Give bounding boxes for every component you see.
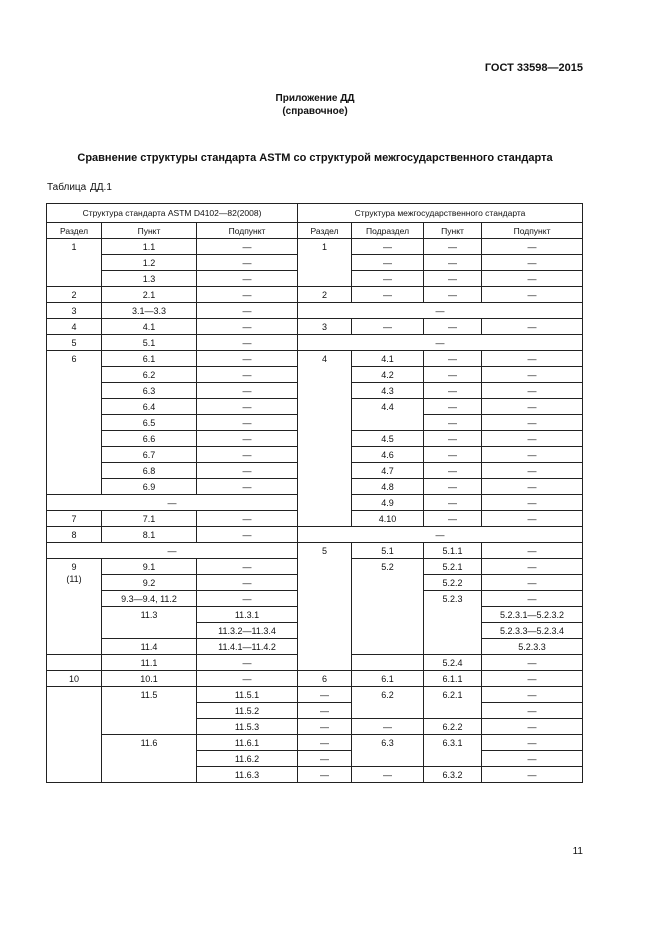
table-cell: — [482, 287, 583, 303]
table-cell: — [197, 463, 298, 479]
table-cell: — [482, 559, 583, 575]
table-cell: 4.9 [352, 495, 424, 511]
table-cell: — [482, 383, 583, 399]
col-header-razdel: Раздел [47, 223, 102, 239]
table-cell: — [424, 351, 482, 367]
table-cell: — [482, 719, 583, 735]
table-group-header [47, 204, 583, 223]
col-header-punkt: Пункт [102, 223, 197, 239]
table-cell: — [197, 591, 298, 607]
table-cell: 11.6.1 [197, 735, 298, 751]
table-cell: 11.1 [102, 655, 197, 671]
table-cell: 10 [47, 671, 102, 687]
table-cell: 6.1 [352, 671, 424, 687]
table-cell: — [482, 447, 583, 463]
table-cell: — [424, 399, 482, 415]
table-cell: 4.5 [352, 431, 424, 447]
table-cell: 6.3 [352, 735, 424, 767]
table-cell [352, 655, 424, 671]
table-cell: — [298, 735, 352, 751]
table-cell: — [197, 431, 298, 447]
group-header-interstate: Структура межгосударственного стандарта [298, 204, 583, 223]
table-row [47, 735, 583, 751]
table-cell: 10.1 [102, 671, 197, 687]
table-cell: 1.2 [102, 255, 197, 271]
table-cell: — [352, 271, 424, 287]
table-cell: — [197, 511, 298, 527]
col-header-punkt2: Пункт [424, 223, 482, 239]
table-cell: 9.1 [102, 559, 197, 575]
table-cell: 5.2.3.3 [482, 639, 583, 655]
table-cell: — [352, 255, 424, 271]
table-cell: — [424, 239, 482, 255]
table-cell: 4.8 [352, 479, 424, 495]
table-cell: 8 [47, 527, 102, 543]
table-cell: — [424, 511, 482, 527]
table-cell: 4.10 [352, 511, 424, 527]
table-cell: — [197, 655, 298, 671]
table-cell: — [482, 239, 583, 255]
table-cell: — [482, 655, 583, 671]
table-cell: 6.3.1 [424, 735, 482, 767]
table-cell: — [197, 399, 298, 415]
table-cell: — [424, 431, 482, 447]
table-cell: — [424, 255, 482, 271]
table-cell: 11.3.1 [197, 607, 298, 623]
col-header-podrazdel: Подраздел [352, 223, 424, 239]
table-cell: 11.4.1—11.4.2 [197, 639, 298, 655]
table-cell [47, 687, 102, 783]
table-cell: — [298, 703, 352, 719]
table-cell: — [197, 255, 298, 271]
table-cell: — [482, 495, 583, 511]
table-cell: — [197, 287, 298, 303]
table-cell: 6.2 [102, 367, 197, 383]
table-cell: 5.2.3 [424, 591, 482, 655]
table-cell: — [482, 255, 583, 271]
table-cell: — [197, 239, 298, 255]
table-row [47, 287, 583, 303]
table-row [47, 351, 583, 367]
table-cell: 4.6 [352, 447, 424, 463]
table-cell: — [482, 415, 583, 431]
table-cell: — [197, 575, 298, 591]
table-cell: — [197, 303, 298, 319]
table-cell: 4.4 [352, 399, 424, 431]
table-cell: 7 [47, 511, 102, 527]
table-cell: — [298, 751, 352, 767]
table-cell: 5.2.3.3—5.2.3.4 [482, 623, 583, 639]
table-cell: 11.5 [102, 687, 197, 735]
table-cell: 6.2.1 [424, 687, 482, 719]
table-cell: — [424, 447, 482, 463]
table-cell: 9.2 [102, 575, 197, 591]
table-cell: 3 [298, 319, 352, 335]
table-cell: — [424, 415, 482, 431]
table-cell: 5.1 [102, 335, 197, 351]
table-cell: 11.3 [102, 607, 197, 639]
table-cell: — [298, 687, 352, 703]
table-cell: 6.1 [102, 351, 197, 367]
table-cell: — [47, 543, 298, 559]
table-cell: 3 [47, 303, 102, 319]
table-cell: — [482, 671, 583, 687]
table-cell: 2 [47, 287, 102, 303]
table-cell: — [298, 767, 352, 783]
table-row [47, 671, 583, 687]
annex-note: (справочное) [282, 106, 348, 117]
table-cell: — [197, 447, 298, 463]
table-cell: 6.6 [102, 431, 197, 447]
table-cell: — [352, 719, 424, 735]
table-cell [47, 655, 102, 671]
table-cell: — [197, 527, 298, 543]
table-cell: 6.9 [102, 479, 197, 495]
table-cell: 1.1 [102, 239, 197, 255]
table-cell: — [482, 351, 583, 367]
table-cell: — [482, 271, 583, 287]
section-11: (11) [66, 574, 82, 584]
table-cell: — [482, 591, 583, 607]
table-cell: — [424, 367, 482, 383]
table-cell: — [352, 767, 424, 783]
table-cell: 6.1.1 [424, 671, 482, 687]
table-cell: — [424, 383, 482, 399]
table-cell: — [197, 671, 298, 687]
table-cell: — [424, 271, 482, 287]
table-cell: — [482, 367, 583, 383]
table-cell: 6 [47, 351, 102, 495]
table-cell: 8.1 [102, 527, 197, 543]
annex-title: Приложение ДД [275, 93, 355, 104]
table-row [47, 335, 583, 351]
table-cell: — [352, 287, 424, 303]
table-cell: 6.3.2 [424, 767, 482, 783]
table-cell: 2.1 [102, 287, 197, 303]
table-cell: — [482, 319, 583, 335]
table-cell: 6.2 [352, 687, 424, 719]
table-cell: — [482, 543, 583, 559]
table-cell: 6.7 [102, 447, 197, 463]
table-cell: 6.8 [102, 463, 197, 479]
table-cell: 5.2.4 [424, 655, 482, 671]
table-cell: 4.1 [352, 351, 424, 367]
table-cell: — [482, 463, 583, 479]
table-row [47, 543, 583, 559]
table-cell: 1 [47, 239, 102, 287]
col-header-podpunkt2: Подпункт [482, 223, 583, 239]
table-row [47, 687, 583, 703]
table-cell: 4.1 [102, 319, 197, 335]
table-column-header [47, 223, 583, 239]
table-cell: 2 [298, 287, 352, 303]
table-cell: — [197, 271, 298, 287]
table-cell: — [482, 399, 583, 415]
table-cell: 6 [298, 671, 352, 687]
table-cell: — [482, 767, 583, 783]
table-cell: — [298, 527, 583, 543]
table-cell: 5.1.1 [424, 543, 482, 559]
table-cell: — [298, 303, 583, 319]
table-cell: — [197, 367, 298, 383]
table-cell: — [352, 319, 424, 335]
table-cell: 11.4 [102, 639, 197, 655]
col-header-podpunkt: Подпункт [197, 223, 298, 239]
table-cell: 11.6.2 [197, 751, 298, 767]
table-cell [47, 559, 102, 655]
table-cell: — [197, 479, 298, 495]
table-row [47, 527, 583, 543]
table-cell: — [424, 479, 482, 495]
table-cell: — [197, 335, 298, 351]
table-cell: — [352, 239, 424, 255]
table-cell: 5.2.2 [424, 575, 482, 591]
comparison-table [46, 203, 583, 783]
table-cell: 1.3 [102, 271, 197, 287]
table-cell: — [482, 687, 583, 703]
table-cell: 6.4 [102, 399, 197, 415]
section-9: 9 [71, 562, 77, 572]
document-title: Сравнение структуры стандарта ASTM со структурой межгосударственного стандарта [77, 152, 553, 164]
table-cell: 11.5.2 [197, 703, 298, 719]
table-cell: 6.3 [102, 383, 197, 399]
table-cell: 4.3 [352, 383, 424, 399]
table-cell: — [47, 495, 298, 511]
table-cell: — [197, 351, 298, 367]
table-cell: — [197, 559, 298, 575]
table-cell: 5.2 [352, 559, 424, 655]
table-cell: 5 [298, 543, 352, 671]
table-cell: 11.5.3 [197, 719, 298, 735]
document-header: ГОСТ 33598—2015 [484, 62, 583, 74]
table-cell: 11.5.1 [197, 687, 298, 703]
table-cell: — [197, 415, 298, 431]
table-cell: 11.3.2—11.3.4 [197, 623, 298, 639]
table-cell: 9.3—9.4, 11.2 [102, 591, 197, 607]
page-number: 11 [572, 846, 583, 857]
table-cell: — [197, 319, 298, 335]
table-cell: 5.2.1 [424, 559, 482, 575]
table-cell: 6.2.2 [424, 719, 482, 735]
table-cell: 4 [298, 351, 352, 527]
table-cell: 5.1 [352, 543, 424, 559]
group-header-astm: Структура стандарта ASTM D4102—82(2008) [47, 204, 298, 223]
table-cell: 3.1—3.3 [102, 303, 197, 319]
table-cell: — [482, 479, 583, 495]
table-cell: 7.1 [102, 511, 197, 527]
table-cell: — [424, 495, 482, 511]
table-cell: 4.2 [352, 367, 424, 383]
table-id: ДД.1 [90, 182, 112, 193]
table-cell: — [424, 287, 482, 303]
table-cell: — [482, 751, 583, 767]
table-cell: 4 [47, 319, 102, 335]
table-cell: 11.6.3 [197, 767, 298, 783]
table-cell: — [482, 703, 583, 719]
table-cell: 5 [47, 335, 102, 351]
table-caption [47, 182, 112, 193]
table-row [47, 303, 583, 319]
table-cell: — [482, 735, 583, 751]
table-caption-word: Таблица [47, 182, 87, 193]
table-cell: — [482, 511, 583, 527]
table-row [47, 239, 583, 255]
table-cell: — [424, 319, 482, 335]
col-header-razdel2: Раздел [298, 223, 352, 239]
table-cell: — [482, 431, 583, 447]
table-cell: 4.7 [352, 463, 424, 479]
table-cell: 6.5 [102, 415, 197, 431]
table-cell: — [197, 383, 298, 399]
table-cell: — [298, 335, 583, 351]
table-cell: — [424, 463, 482, 479]
table-cell: — [482, 575, 583, 591]
table-row [47, 319, 583, 335]
table-cell: 11.6 [102, 735, 197, 783]
table-cell: — [298, 719, 352, 735]
table-cell: 5.2.3.1—5.2.3.2 [482, 607, 583, 623]
table-cell: 1 [298, 239, 352, 287]
